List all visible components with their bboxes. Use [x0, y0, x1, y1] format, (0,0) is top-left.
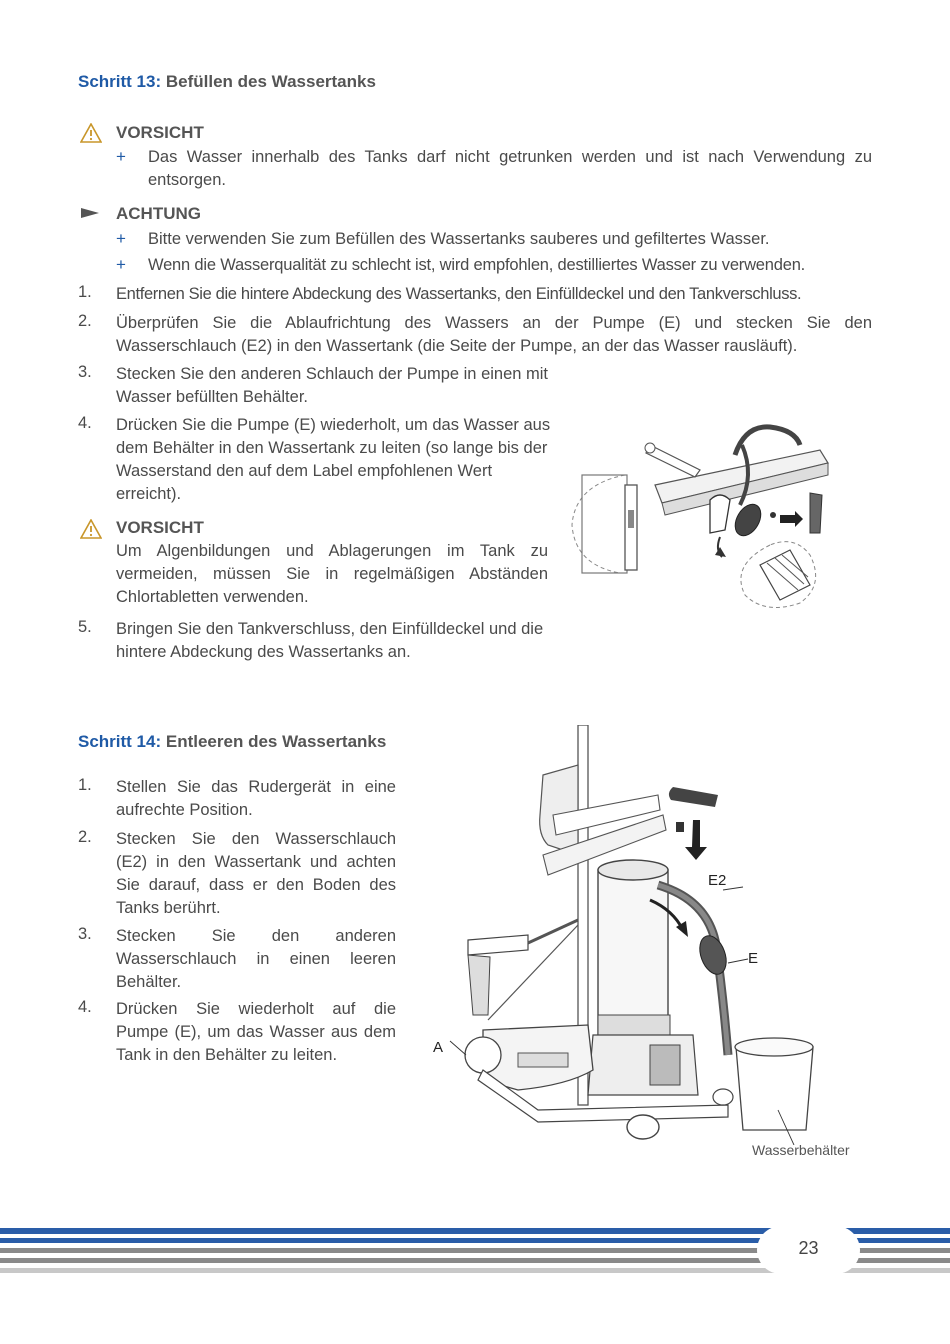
step14-number: Schritt 14:	[78, 732, 162, 751]
attention-label: ACHTUNG	[116, 204, 201, 223]
list-item-text: Drücken Sie wiederholt auf die Pumpe (E), um das Wasser aus dem Tank in den Behälter zu leiten.	[116, 1000, 396, 1064]
flag-arrow-icon	[80, 207, 100, 219]
label-e: E	[748, 950, 759, 967]
attention-bullet-text: Wenn die Wasserqualität zu schlecht ist, wird empfohlen, destilliertes Wasser zu verwenden.	[148, 256, 806, 274]
list-number: 4.	[78, 414, 92, 432]
caution-bullet-text: Das Wasser innerhalb des Tanks darf nicht getrunken werden und ist nach Verwendung zu entsorgen.	[148, 148, 872, 189]
bullet-plus: +	[116, 229, 126, 248]
list-number: 5.	[78, 618, 92, 636]
list-number: 1.	[78, 776, 92, 794]
pump-install-illustration	[570, 415, 832, 610]
list-item-text: Stecken Sie den anderen Schlauch der Pumpe in einen mit Wasser befüllten Behälter.	[116, 365, 549, 406]
warning-icon	[80, 123, 102, 143]
list-item-text: Stecken Sie den anderen Wasserschlauch in einen leeren Behälter.	[116, 927, 396, 991]
page-number: 23	[798, 1238, 819, 1258]
step14-title: Entleeren des Wassertanks	[165, 732, 387, 751]
step13-number: Schritt 13:	[78, 72, 162, 91]
list-item-text: Stellen Sie das Rudergerät in eine aufrechte Position.	[116, 778, 396, 819]
figure-caption: Wasserbehälter	[752, 1142, 850, 1158]
list-number: 2.	[78, 312, 92, 330]
list-number: 3.	[78, 363, 92, 381]
caution-label: VORSICHT	[116, 518, 204, 537]
list-item-text: Entfernen Sie die hintere Abdeckung des Wassertanks, den Einfülldeckel und den Tankverschluss.	[116, 285, 802, 303]
label-a: A	[433, 1039, 444, 1056]
list-item-text: Bringen Sie den Tankverschluss, den Einfülldeckel und die hintere Abdeckung des Wassertanks an.	[116, 620, 544, 661]
list-item-text: Stecken Sie den Wasserschlauch (E2) in den Wassertank und achten Sie darauf, dass er den Boden des Tanks berührt.	[116, 830, 396, 917]
warning-icon	[80, 519, 102, 539]
bullet-plus: +	[116, 147, 126, 166]
caution-text: Um Algenbildungen und Ablagerungen im Tank zu vermeiden, müssen Sie in regelmäßigen Abständen Chlortabletten verwenden.	[116, 542, 548, 606]
step13-heading	[78, 72, 376, 92]
list-number: 3.	[78, 925, 92, 943]
list-item-text: Überprüfen Sie die Ablaufrichtung des Wassers an der Pumpe (E) und stecken Sie den Wasserschlauch (E2) in den Wassertank (die Seite der Pumpe, an der das Wasser rausläuft).	[116, 314, 872, 355]
label-e2: E2	[708, 872, 727, 889]
list-number: 2.	[78, 828, 92, 846]
list-item-text: Drücken Sie die Pumpe (E) wiederholt, um das Wasser aus dem Behälter in den Wassertank zu leiten (so lange bis der Wasserstand den auf dem Label empfohlenen Wert erreicht).	[116, 416, 551, 503]
bullet-plus: +	[116, 255, 126, 274]
step14-heading	[78, 732, 386, 752]
attention-bullet-text: Bitte verwenden Sie zum Befüllen des Wassertanks sauberes und gefiltertes Wasser.	[148, 230, 770, 248]
step13-title: Befüllen des Wassertanks	[165, 72, 376, 91]
list-number: 4.	[78, 998, 92, 1016]
list-number: 1.	[78, 283, 92, 301]
tank-drain-illustration	[428, 725, 850, 1145]
caution-label: VORSICHT	[116, 123, 204, 142]
